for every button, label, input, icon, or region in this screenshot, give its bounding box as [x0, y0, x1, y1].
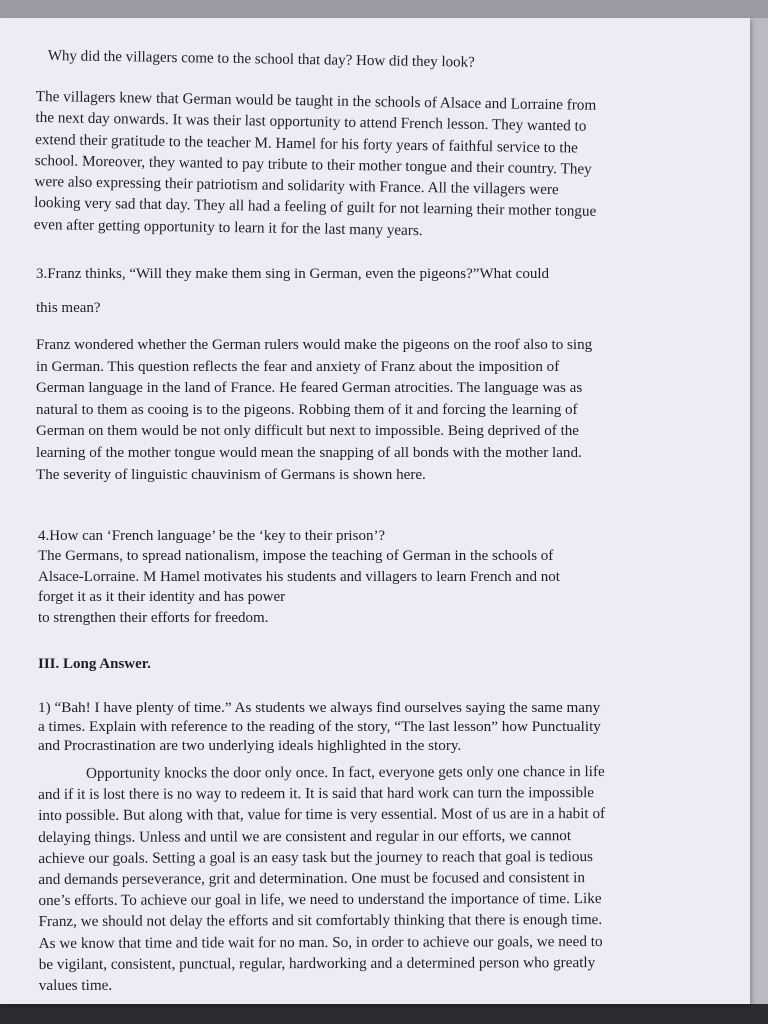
- paper-sheet: [0, 18, 750, 1004]
- answer-4-text: The Germans, to spread nationalism, impose the teaching of German in the schools of Alsace-Lorraine. M Hamel motivates his students and villagers to learn French and not forget it as it their identity and has power to strengthen their efforts for freedom.: [38, 548, 560, 626]
- question-2-text: Why did the villagers come to the school that day? How did they look?: [47, 47, 475, 71]
- question-3-line-1: 3.Franz thinks, “Will they make them sing in German, even the pigeons?”What could: [36, 266, 550, 282]
- answer-3-text: Franz wondered whether the German rulers would make the pigeons on the roof also to sing in German. This question reflects the fear and anxiety of Franz about the imposition of German language in the land of France. He feared German atrocities. The language was as natural to them as cooing is to the pigeons. Robbing them of it and forcing the learning of German on them would be not only difficult but next to impossible. Being deprived of the learning of the mother tongue would mean the snapping of all bonds with the mother land. The severity of linguistic chauvinism of Germans is shown here.: [36, 337, 593, 483]
- photo-background-right: [750, 18, 768, 1004]
- question-3-line-2: this mean?: [36, 300, 101, 316]
- section-heading-long-answer: III. Long Answer.: [38, 656, 151, 672]
- long-answer-question-text: 1) “Bah! I have plenty of time.” As students we always find ourselves saying the same many a times. Explain with reference to the reading of the story, “The last lesson” how Punctuality and Procrastination are two underlying ideals highlighted in the story.: [38, 699, 601, 754]
- answer-2-text: The villagers knew that German would be taught in the schools of Alsace and Lorraine from the next day onwards. It was their last opportunity to attend French lesson. They wanted to extend their gratitude to the teacher M. Hamel for his forty years of faithful service to the school. Moreover, they wanted to pay tribute to their mother tongue and their country. They were also expressing their patriotism and solidarity with France. All the villagers were looking very sad that day. They all had a feeling of guilt for not learning their mother tongue even after getting opportunity to learn it for the last many years.: [33, 87, 597, 239]
- question-4-text: 4.How can ‘French language’ be the ‘key to their prison’?: [38, 528, 386, 544]
- photo-background-top: [0, 0, 768, 18]
- long-answer-answer-text: Opportunity knocks the door only once. In fact, everyone gets only one chance in life and if it is lost there is no way to redeem it. It is said that hard work can turn the impossible into possible. But along with that, value for time is very essential. Most of us are in a habit of delaying things. Unless and until we are consistent and regular in our efforts, we cannot achieve our goals. Setting a goal is an easy task but the journey to reach that goal is tedious and demands perseverance, grit and determination. One must be focused and consistent in one’s efforts. To achieve our goal in life, we need to understand the importance of time. Like Franz, we should not delay the efforts and sit comfortably thinking that there is enough time. As we know that time and tide wait for no man. So, in order to achieve our goals, we need to be vigilant, consistent, punctual, regular, hardworking and a determined person who greatly values time.: [38, 763, 606, 995]
- photo-background-bottom: [0, 1004, 768, 1024]
